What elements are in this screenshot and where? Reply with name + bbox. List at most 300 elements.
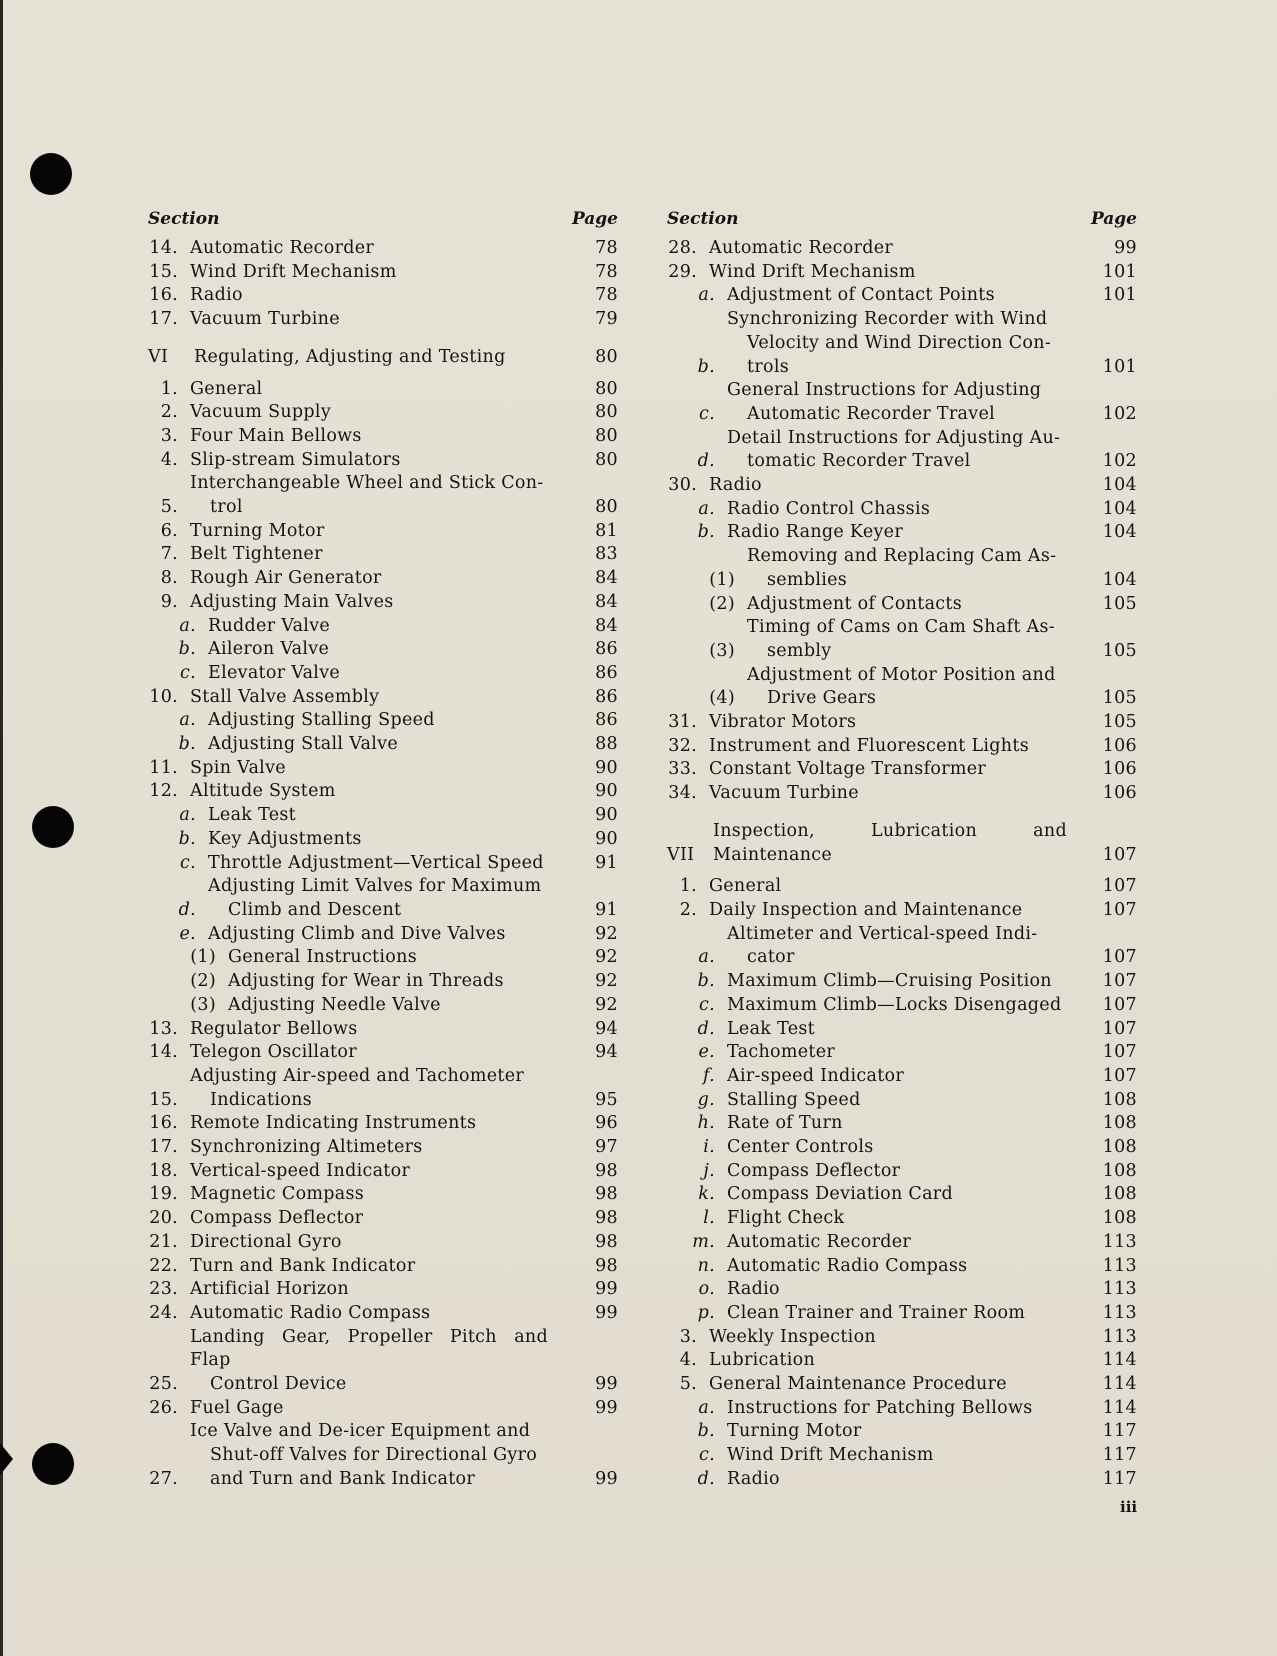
entry-page-number: 99 <box>595 1279 618 1300</box>
entry-title <box>715 1207 1085 1231</box>
entry-number: 6. <box>160 520 178 541</box>
entry-number: d. <box>697 1018 715 1039</box>
entry-title-line: Adjusting Main Valves <box>190 591 394 612</box>
entry-page-number: 101 <box>1102 356 1137 377</box>
entry-title-line: sembly <box>767 640 832 661</box>
toc-entry <box>148 1302 618 1326</box>
entry-title-line: Remote Indicating Instruments <box>190 1113 477 1134</box>
entry-page-number: 80 <box>595 425 618 446</box>
entry-title <box>178 686 566 710</box>
entry-title-line: Stalling Speed <box>727 1089 861 1110</box>
entry-page-number: 108 <box>1102 1137 1137 1158</box>
entry-page-number: 113 <box>1102 1326 1137 1347</box>
entry-title <box>715 1018 1085 1042</box>
entry-title-line: Turn and Bank Indicator <box>190 1255 416 1276</box>
entry-page-number: 94 <box>595 1042 618 1063</box>
entry-page-number: 117 <box>1102 1468 1137 1489</box>
entry-number: a. <box>179 805 196 826</box>
entry-page-number: 99 <box>1114 238 1137 258</box>
entry-page-number: 99 <box>595 1468 618 1489</box>
entry-page-number: 98 <box>595 1208 618 1229</box>
entry-title <box>178 1112 566 1136</box>
entry-page-number: 94 <box>595 1018 618 1039</box>
entry-title-line: Adjustment of Contacts <box>747 593 963 614</box>
entry-title-line: Radio Range Keyer <box>727 522 903 543</box>
entry-number: i. <box>703 1137 715 1158</box>
toc-entry <box>667 1373 1137 1397</box>
entry-title-line: Radio <box>727 1468 780 1489</box>
entry-title-line: Maximum Climb—Cruising Position <box>727 971 1052 992</box>
entry-title <box>697 782 1085 806</box>
entry-page-number: 107 <box>1102 899 1137 920</box>
entry-page-number: 90 <box>595 781 618 802</box>
entry-title <box>697 237 1085 261</box>
entry-title <box>178 1160 566 1184</box>
entry-title <box>735 593 1085 617</box>
entry-title-line: Constant Voltage Transformer <box>709 759 987 780</box>
entry-title <box>715 1397 1085 1421</box>
entry-title-line: Landing Gear, Propeller Pitch and Flap <box>190 1326 548 1371</box>
toc-column-right <box>667 205 1137 1492</box>
entry-number: 2. <box>679 899 697 920</box>
toc-entry <box>667 1468 1137 1492</box>
entry-title <box>216 994 566 1018</box>
entry-title <box>196 733 566 757</box>
entry-number: c. <box>699 403 715 424</box>
entry-number: 9. <box>160 591 178 612</box>
entry-page-number: 101 <box>1102 285 1137 306</box>
entry-number: c. <box>180 662 196 683</box>
entry-number: d. <box>697 451 715 472</box>
entry-title-line: General Instructions <box>228 947 417 968</box>
entry-title <box>178 1420 566 1491</box>
entry-title <box>178 378 566 402</box>
toc-entry <box>667 1278 1137 1302</box>
entry-title-line: Automatic Radio Compass <box>727 1255 968 1276</box>
entry-page-number: 86 <box>595 639 618 660</box>
entry-title-line: Compass Deflector <box>190 1208 364 1229</box>
entry-title <box>178 543 566 567</box>
entry-page-number: 114 <box>1102 1374 1137 1395</box>
toc-entry <box>667 735 1137 759</box>
entry-page-number: 107 <box>1102 994 1137 1015</box>
toc-entry <box>148 709 618 733</box>
toc-entry <box>667 1089 1137 1113</box>
entry-title-line: Radio <box>190 285 243 306</box>
entry-title-line: Adjusting Climb and Dive Valves <box>208 923 506 944</box>
entry-number: 32. <box>668 735 697 756</box>
entry-title <box>178 1065 566 1112</box>
toc-entry <box>148 1160 618 1184</box>
toc-entry <box>148 1041 618 1065</box>
toc-entry <box>148 994 618 1018</box>
toc-entry <box>667 1018 1137 1042</box>
toc-entry <box>148 425 618 449</box>
entry-title <box>178 1207 566 1231</box>
entry-page-number: 88 <box>595 734 618 755</box>
entry-title <box>715 308 1085 379</box>
entry-number: 5. <box>160 497 178 518</box>
entry-number: j. <box>703 1160 715 1181</box>
toc-entry <box>667 711 1137 735</box>
entry-number: 33. <box>668 759 697 780</box>
entry-number: 10. <box>149 686 178 707</box>
entry-number: b. <box>178 828 196 849</box>
entry-number: 1. <box>679 876 697 897</box>
entry-title-line: tomatic Recorder Travel <box>747 451 971 472</box>
toc-entry <box>667 474 1137 498</box>
entry-number: a. <box>698 1397 715 1418</box>
toc-entry <box>667 1349 1137 1373</box>
entry-page-number: 105 <box>1102 688 1137 709</box>
entry-number: d. <box>178 899 196 920</box>
toc-entry <box>148 1207 618 1231</box>
entry-number: 15. <box>149 1089 178 1110</box>
entry-number: e. <box>179 923 196 944</box>
entry-page-number: 80 <box>595 497 618 518</box>
entry-title-line: General Instructions for Adjusting <box>727 380 1042 401</box>
entry-number: g. <box>697 1089 715 1110</box>
toc-entries <box>148 237 618 1492</box>
entry-title-line: Fuel Gage <box>190 1397 284 1418</box>
entry-title <box>178 449 566 473</box>
entry-title <box>178 520 566 544</box>
entry-page-number: 114 <box>1102 1350 1137 1371</box>
entry-page-number: 107 <box>1102 1018 1137 1039</box>
toc-column-left <box>148 205 618 1492</box>
punch-hole-top <box>30 153 72 195</box>
entry-number: b. <box>697 356 715 377</box>
page-folio: iii <box>1120 1498 1138 1516</box>
entry-page-number: 90 <box>595 805 618 826</box>
toc-entry <box>148 284 618 308</box>
toc-entry <box>667 1207 1137 1231</box>
entry-page-number: 114 <box>1102 1397 1137 1418</box>
toc-entry <box>667 1231 1137 1255</box>
entry-page-number: 91 <box>595 899 618 920</box>
entry-title <box>715 284 1085 308</box>
entry-title-line: Control Device <box>210 1374 347 1395</box>
entry-title-line: Artificial Horizon <box>190 1279 349 1300</box>
entry-title-line: Wind Drift Mechanism <box>190 261 397 282</box>
entry-title-line: Automatic Recorder <box>727 1231 912 1252</box>
entry-title <box>715 427 1085 474</box>
toc-entry <box>148 1112 618 1136</box>
entry-title-line: Key Adjustments <box>208 828 362 849</box>
entry-title <box>697 820 1085 867</box>
entry-title <box>697 1373 1085 1397</box>
entry-number: b. <box>697 522 715 543</box>
entry-number: 24. <box>149 1302 178 1323</box>
toc-entry <box>148 543 618 567</box>
toc-entry <box>667 284 1137 308</box>
toc-entry <box>148 804 618 828</box>
toc-entry <box>667 1326 1137 1350</box>
entry-title-line: Automatic Recorder <box>709 238 894 258</box>
entry-title-line: Shut-off Valves for Directional Gyro <box>210 1445 538 1466</box>
toc-entry <box>667 994 1137 1018</box>
entry-page-number: 80 <box>595 402 618 423</box>
toc-entry <box>148 946 618 970</box>
entry-number: 19. <box>149 1184 178 1205</box>
entry-number: 18. <box>149 1160 178 1181</box>
entry-page-number: 98 <box>595 1231 618 1252</box>
entry-title <box>715 1112 1085 1136</box>
entry-number: 20. <box>149 1208 178 1229</box>
toc-entry <box>667 664 1137 711</box>
entry-title <box>178 1183 566 1207</box>
entry-page-number: 91 <box>595 852 618 873</box>
toc-entry <box>667 1136 1137 1160</box>
entry-number: b. <box>178 639 196 660</box>
entry-title-line: trol <box>210 497 243 518</box>
entry-page-number: 106 <box>1102 783 1137 804</box>
toc-entry <box>148 261 618 285</box>
entry-page-number: 107 <box>1102 971 1137 992</box>
entry-title-line: Radio Control Chassis <box>727 498 931 519</box>
toc-entry <box>148 615 618 639</box>
toc-entry <box>667 521 1137 545</box>
entry-title-line: Adjusting Stall Valve <box>208 734 398 755</box>
toc-entry <box>148 733 618 757</box>
entry-title-line: Ice Valve and De-icer Equipment and <box>190 1421 531 1442</box>
entry-number: 31. <box>668 712 697 733</box>
entry-title <box>178 1231 566 1255</box>
entry-page-number: 105 <box>1102 712 1137 733</box>
entry-number: l. <box>703 1208 715 1229</box>
entry-title-line: Turning Motor <box>190 520 325 541</box>
entry-title <box>715 970 1085 994</box>
entry-number: 4. <box>160 449 178 470</box>
entry-number: (3) <box>709 640 735 661</box>
entry-number: 16. <box>149 285 178 306</box>
entry-number: 15. <box>149 261 178 282</box>
entry-page-number: 113 <box>1102 1279 1137 1300</box>
entry-title <box>715 1255 1085 1279</box>
entry-title <box>196 875 566 922</box>
entry-title-line: Directional Gyro <box>190 1231 342 1252</box>
toc-entry <box>667 261 1137 285</box>
entry-page-number: 108 <box>1102 1208 1137 1229</box>
toc-entry <box>667 1255 1137 1279</box>
toc-entry <box>667 1183 1137 1207</box>
entry-number: 3. <box>679 1326 697 1347</box>
entry-number: a. <box>698 947 715 968</box>
entry-number: 4. <box>679 1350 697 1371</box>
entry-page-number: 97 <box>595 1137 618 1158</box>
entry-title-line: Synchronizing Altimeters <box>190 1137 423 1158</box>
punch-hole-middle <box>32 806 74 848</box>
entry-page-number: 102 <box>1102 403 1137 424</box>
entry-number: m. <box>692 1231 715 1252</box>
toc-entry <box>148 1326 618 1397</box>
entry-number: (1) <box>709 569 735 590</box>
toc-entry <box>667 308 1137 379</box>
entry-page-number: 106 <box>1102 735 1137 756</box>
toc-entry <box>667 545 1137 592</box>
entry-title <box>697 735 1085 759</box>
entry-number: 25. <box>149 1374 178 1395</box>
entry-page-number: 98 <box>595 1255 618 1276</box>
entry-page-number: 104 <box>1102 522 1137 543</box>
entry-number: (4) <box>709 688 735 709</box>
entry-page-number: 78 <box>595 261 618 282</box>
entry-title-line: Rudder Valve <box>208 615 331 636</box>
entry-title <box>178 1278 566 1302</box>
entry-page-number: 79 <box>595 309 618 330</box>
entry-title-line: Adjustment of Motor Position and <box>747 664 1056 685</box>
entry-number: a. <box>698 285 715 306</box>
entry-title-line: Drive Gears <box>767 688 877 709</box>
entry-title <box>196 852 566 876</box>
entry-title-line: Automatic Recorder Travel <box>747 403 996 424</box>
page-label: Page <box>571 209 618 229</box>
toc-entry <box>148 520 618 544</box>
toc-entries <box>667 237 1137 1492</box>
entry-title-line: Adjusting Limit Valves for Maximum <box>208 876 542 897</box>
entry-title <box>178 346 566 370</box>
toc-entry <box>148 970 618 994</box>
toc-entry <box>148 567 618 591</box>
entry-title <box>715 1468 1085 1492</box>
entry-title <box>216 946 566 970</box>
entry-title-line: Lubrication <box>709 1350 816 1371</box>
entry-page-number: 104 <box>1102 475 1137 496</box>
entry-number: 7. <box>160 544 178 565</box>
entry-number: a. <box>179 615 196 636</box>
entry-page-number: 80 <box>595 378 618 399</box>
entry-page-number: 107 <box>1102 876 1137 897</box>
entry-page-number: 99 <box>595 1397 618 1418</box>
entry-page-number: 83 <box>595 544 618 565</box>
toc-entry <box>148 1278 618 1302</box>
entry-title-line: Altitude System <box>190 781 336 802</box>
entry-title-line: Leak Test <box>727 1018 815 1039</box>
entry-number: 12. <box>149 781 178 802</box>
entry-title <box>196 709 566 733</box>
entry-title <box>196 615 566 639</box>
entry-title-line: Vertical-speed Indicator <box>190 1160 411 1181</box>
entry-page-number: 86 <box>595 710 618 731</box>
toc-chapter-entry <box>667 820 1137 867</box>
toc-entry <box>667 1420 1137 1444</box>
entry-title-line: General Maintenance Procedure <box>709 1374 1007 1395</box>
toc-entry <box>148 1136 618 1160</box>
entry-page-number: 113 <box>1102 1231 1137 1252</box>
toc-entry <box>148 1018 618 1042</box>
entry-page-number: 113 <box>1102 1302 1137 1323</box>
entry-page-number: 117 <box>1102 1445 1137 1466</box>
toc-entry <box>148 308 618 332</box>
entry-title-line: Flight Check <box>727 1208 845 1229</box>
entry-title <box>715 379 1085 426</box>
entry-title-line: Regulating, Adjusting and Testing <box>194 346 506 367</box>
entry-number: 5. <box>679 1374 697 1395</box>
entry-title-line: Slip-stream Simulators <box>190 449 401 470</box>
entry-page-number: 108 <box>1102 1160 1137 1181</box>
entry-number: f. <box>702 1065 715 1086</box>
entry-title-line: General <box>709 876 782 897</box>
entry-title-line: Elevator Valve <box>208 662 341 683</box>
entry-page-number: 101 <box>1102 261 1137 282</box>
entry-title <box>178 472 566 519</box>
entry-title <box>178 237 566 261</box>
toc-entry <box>148 237 618 261</box>
entry-page-number: 105 <box>1102 593 1137 614</box>
entry-page-number: 84 <box>595 591 618 612</box>
page-edge <box>0 0 3 1656</box>
entry-number: b. <box>697 971 715 992</box>
toc-entry <box>667 1065 1137 1089</box>
entry-title <box>178 567 566 591</box>
entry-title-line: Tachometer <box>727 1042 836 1063</box>
toc-entry <box>148 378 618 402</box>
entry-title <box>178 591 566 615</box>
entry-number: 30. <box>668 475 697 496</box>
toc-entry <box>667 923 1137 970</box>
toc-entry <box>148 638 618 662</box>
entry-number: p. <box>697 1302 715 1323</box>
entry-title <box>697 711 1085 735</box>
entry-number: 23. <box>149 1279 178 1300</box>
entry-page-number: 95 <box>595 1089 618 1110</box>
entry-number: (3) <box>190 994 216 1015</box>
entry-title-line: Vacuum Turbine <box>709 783 859 804</box>
entry-title-line: Turning Motor <box>727 1421 862 1442</box>
entry-title <box>715 1444 1085 1468</box>
entry-number: e. <box>698 1042 715 1063</box>
entry-title-line: Adjusting Needle Valve <box>228 994 441 1015</box>
entry-title-line: Adjusting for Wear in Threads <box>228 971 504 992</box>
toc-entry <box>148 401 618 425</box>
entry-title <box>715 1160 1085 1184</box>
entry-number: 14. <box>149 1042 178 1063</box>
toc-entry <box>148 1183 618 1207</box>
entry-title <box>178 284 566 308</box>
toc-entry <box>667 875 1137 899</box>
entry-title-line: Synchronizing Recorder with Wind <box>727 309 1048 330</box>
toc-entry <box>667 498 1137 522</box>
entry-title <box>178 1302 566 1326</box>
entry-title <box>697 261 1085 285</box>
entry-title <box>697 875 1085 899</box>
entry-number: 13. <box>149 1018 178 1039</box>
entry-number: d. <box>697 1468 715 1489</box>
entry-title <box>697 1349 1085 1373</box>
entry-title <box>735 616 1085 663</box>
toc-chapter-entry <box>148 346 618 370</box>
entry-number: 29. <box>668 261 697 282</box>
entry-number: 28. <box>668 238 697 258</box>
toc-entry <box>148 472 618 519</box>
entry-title <box>715 1065 1085 1089</box>
entry-title-line: Compass Deflector <box>727 1160 901 1181</box>
entry-title <box>196 828 566 852</box>
entry-page-number: 86 <box>595 662 618 683</box>
entry-number: 26. <box>149 1397 178 1418</box>
entry-page-number: 104 <box>1102 569 1137 590</box>
entry-page-number: 99 <box>595 1374 618 1395</box>
entry-number: 1. <box>160 378 178 399</box>
entry-page-number: 86 <box>595 686 618 707</box>
entry-title-line: Rough Air Generator <box>190 568 382 589</box>
entry-page-number: 78 <box>595 238 618 258</box>
entry-number: k. <box>698 1184 715 1205</box>
entry-number: 16. <box>149 1113 178 1134</box>
entry-title-line: Adjusting Air-speed and Tachometer <box>190 1065 525 1086</box>
entry-title-line: General <box>190 378 263 399</box>
entry-title <box>715 1089 1085 1113</box>
